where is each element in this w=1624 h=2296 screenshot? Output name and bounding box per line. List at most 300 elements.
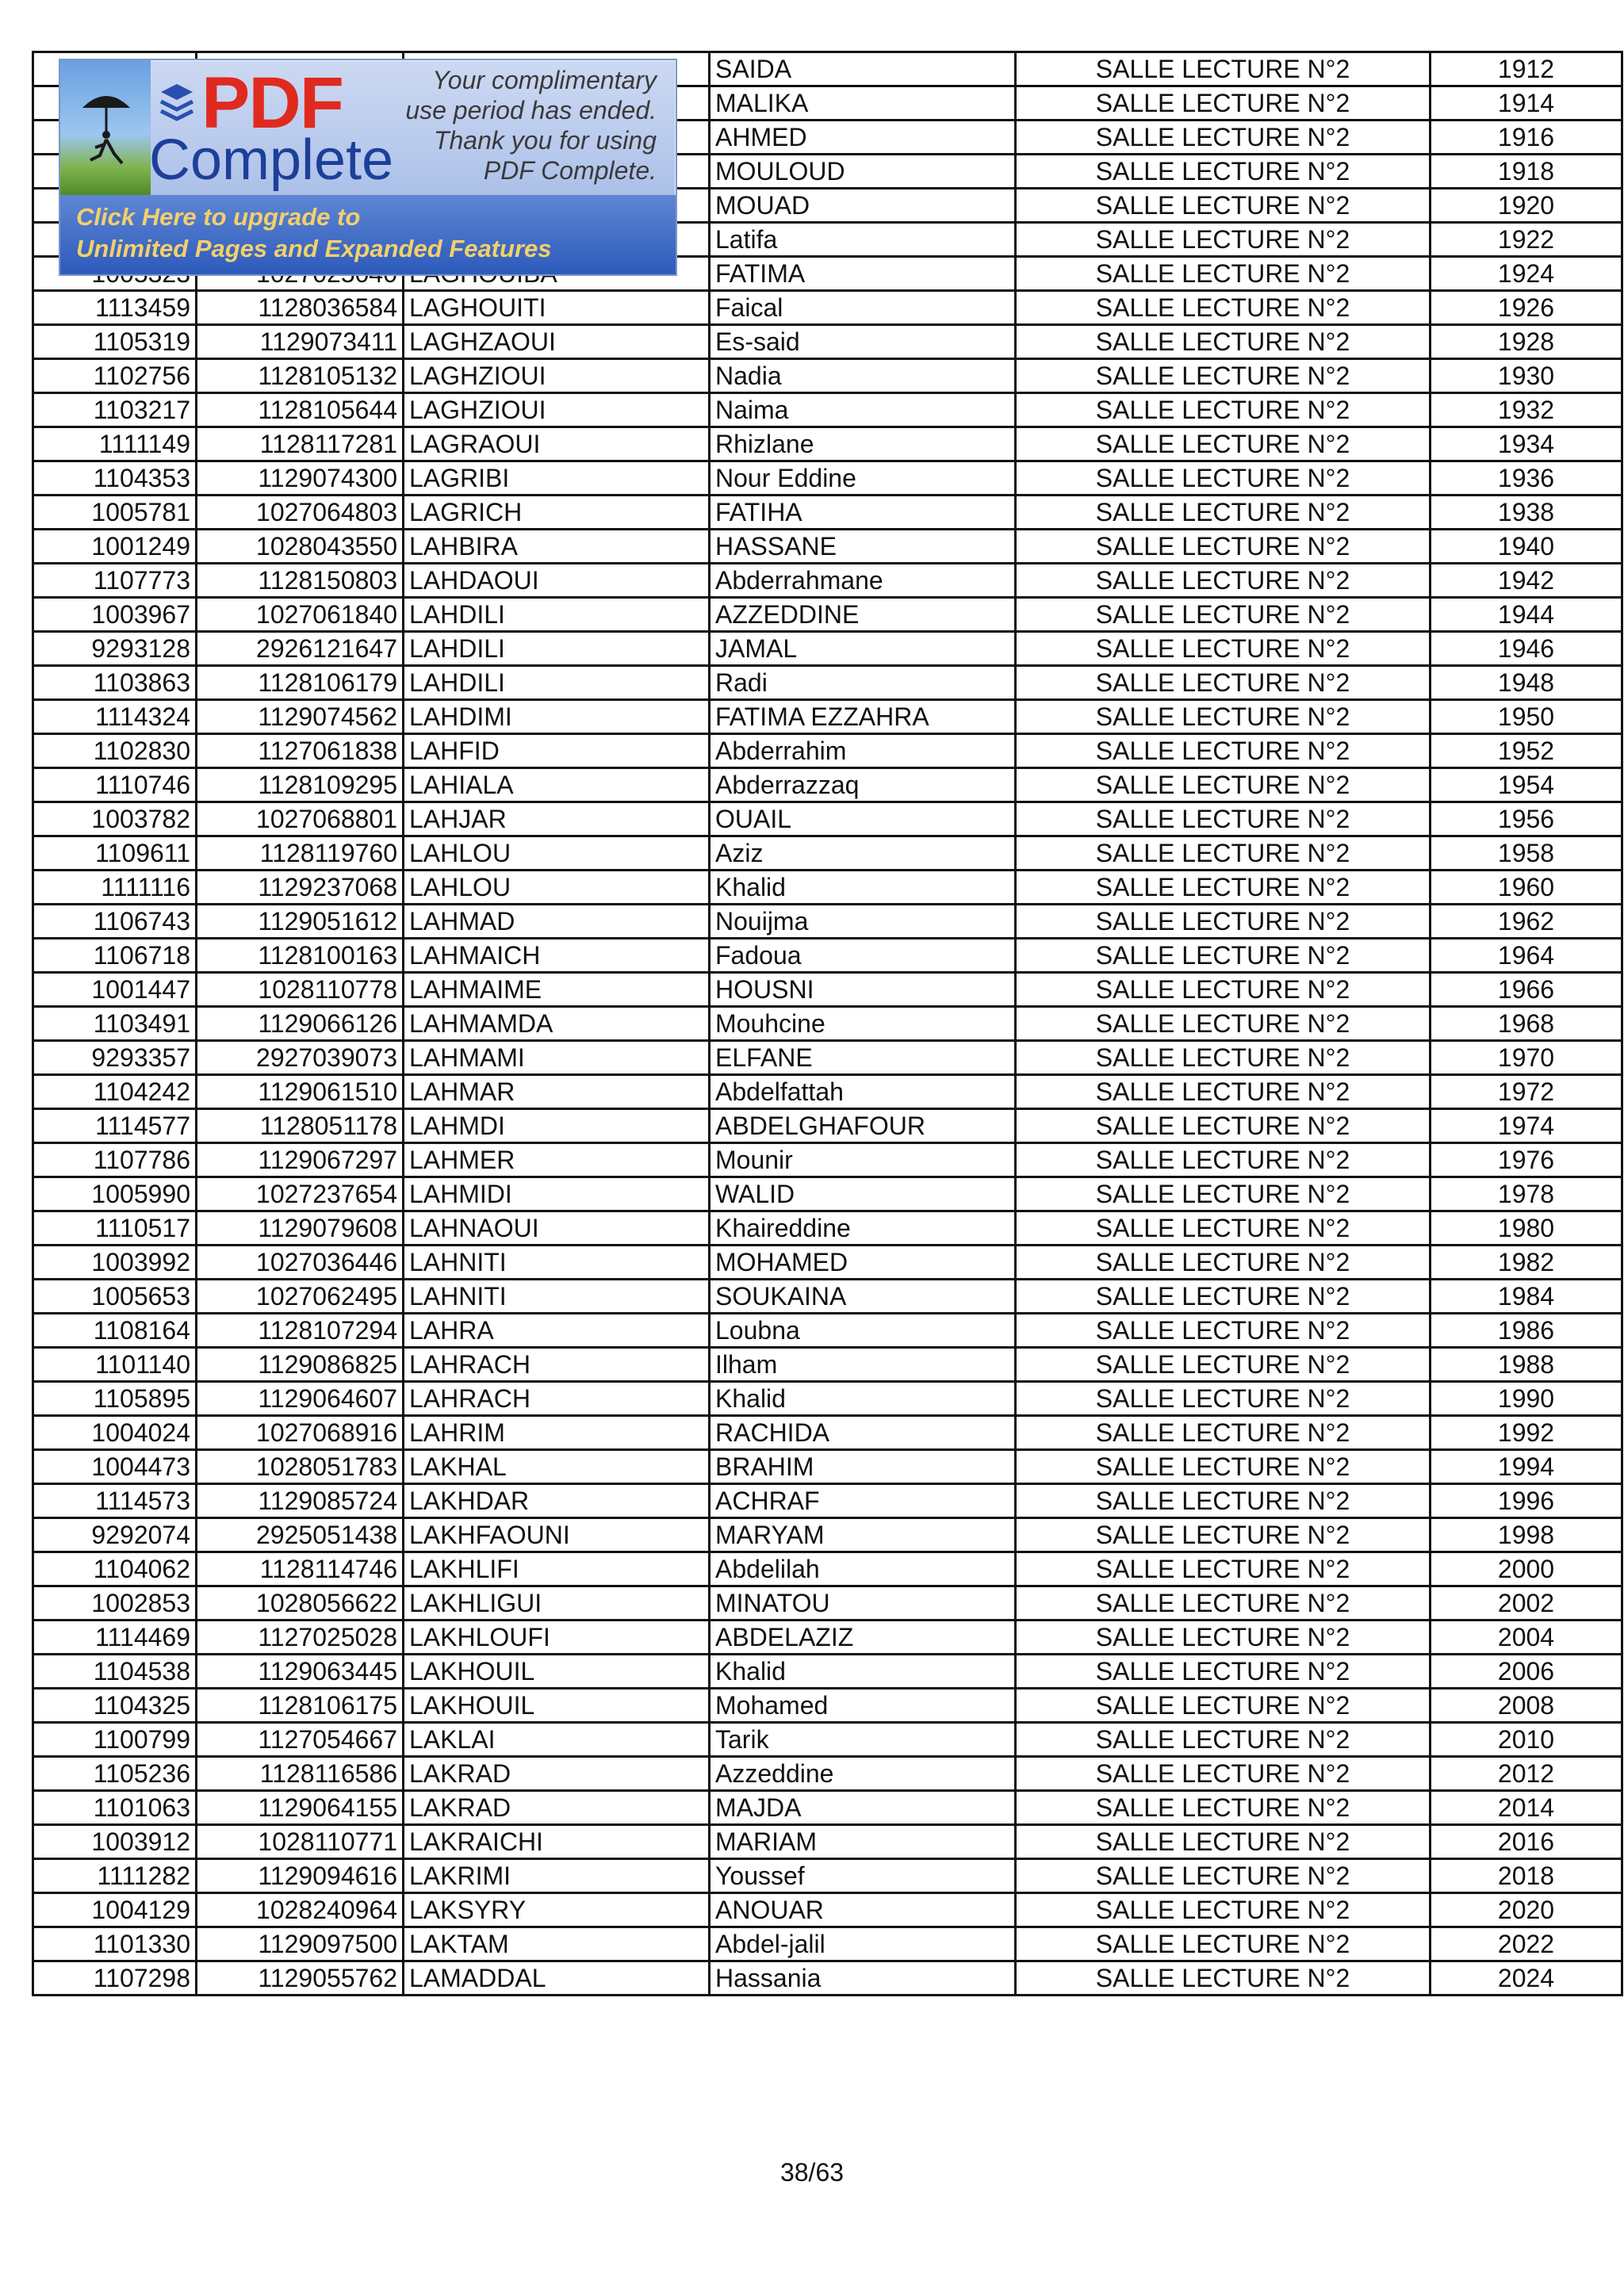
seat-number-cell: 1982 [1431,1246,1622,1280]
candidate-id-cell: 1101330 [33,1927,197,1961]
room-cell: SALLE LECTURE N°2 [1016,632,1431,666]
seat-number-cell: 1916 [1431,121,1622,155]
first-name-cell: FATIMA EZZAHRA [710,700,1016,734]
room-cell: SALLE LECTURE N°2 [1016,291,1431,325]
candidate-code-cell: 1129079608 [197,1211,404,1246]
seat-number-cell: 1942 [1431,564,1622,598]
room-cell: SALLE LECTURE N°2 [1016,1586,1431,1621]
last-name-cell: LAGRAOUI [404,427,710,461]
first-name-cell: ACHRAF [710,1484,1016,1518]
seat-number-cell: 2006 [1431,1655,1622,1689]
table-row [33,939,1622,973]
last-name-cell: LAMADDAL [404,1961,710,1996]
first-name-cell: HASSANE [710,530,1016,564]
seat-number-cell: 1954 [1431,768,1622,802]
room-cell: SALLE LECTURE N°2 [1016,700,1431,734]
last-name-cell: LAHNAOUI [404,1211,710,1246]
last-name-cell: LAHMAR [404,1075,710,1109]
first-name-cell: ABDELGHAFOUR [710,1109,1016,1143]
candidate-id-cell: 1106718 [33,939,197,973]
layers-icon [157,81,197,128]
seat-number-cell: 1994 [1431,1450,1622,1484]
candidate-code-cell: 1028240964 [197,1893,404,1927]
table-row [33,1382,1622,1416]
first-name-cell: Aziz [710,836,1016,871]
first-name-cell: Khalid [710,1382,1016,1416]
room-cell: SALLE LECTURE N°2 [1016,1143,1431,1177]
first-name-cell: Khalid [710,871,1016,905]
candidate-id-cell: 1104062 [33,1552,197,1586]
last-name-cell: LAHDILI [404,598,710,632]
room-cell: SALLE LECTURE N°2 [1016,1246,1431,1280]
candidate-code-cell: 1129097500 [197,1927,404,1961]
table-row [33,1723,1622,1757]
last-name-cell: LAHRACH [404,1382,710,1416]
candidate-code-cell: 1028043550 [197,530,404,564]
room-cell: SALLE LECTURE N°2 [1016,939,1431,973]
candidate-code-cell: 1128105132 [197,359,404,393]
room-cell: SALLE LECTURE N°2 [1016,871,1431,905]
candidate-id-cell: 9292074 [33,1518,197,1552]
table-row [33,1109,1622,1143]
candidate-id-cell: 1102830 [33,734,197,768]
table-row [33,427,1622,461]
room-cell: SALLE LECTURE N°2 [1016,1177,1431,1211]
candidate-code-cell: 1128114746 [197,1552,404,1586]
first-name-cell: MOUAD [710,189,1016,223]
candidate-code-cell: 1128117281 [197,427,404,461]
candidate-id-cell: 1005781 [33,496,197,530]
table-row [33,1246,1622,1280]
room-cell: SALLE LECTURE N°2 [1016,257,1431,291]
table-row [33,734,1622,768]
candidate-id-cell: 1110746 [33,768,197,802]
candidate-code-cell: 1129074562 [197,700,404,734]
table-row [33,905,1622,939]
candidate-id-cell: 1113459 [33,291,197,325]
candidate-code-cell: 1028056622 [197,1586,404,1621]
first-name-cell: Abderrahim [710,734,1016,768]
banner-message-line: Thank you for using [433,126,657,155]
room-cell: SALLE LECTURE N°2 [1016,768,1431,802]
seat-number-cell: 1956 [1431,802,1622,836]
candidate-code-cell: 2926121647 [197,632,404,666]
roster-body [33,52,1622,1996]
room-cell: SALLE LECTURE N°2 [1016,1757,1431,1791]
first-name-cell: Radi [710,666,1016,700]
first-name-cell: MINATOU [710,1586,1016,1621]
seat-number-cell: 1922 [1431,223,1622,257]
last-name-cell: LAHNITI [404,1246,710,1280]
last-name-cell: LAGHOUITI [404,291,710,325]
first-name-cell: Nadia [710,359,1016,393]
room-cell: SALLE LECTURE N°2 [1016,666,1431,700]
seat-number-cell: 1948 [1431,666,1622,700]
candidate-code-cell: 1129085724 [197,1484,404,1518]
seat-number-cell: 1940 [1431,530,1622,564]
first-name-cell: Nour Eddine [710,461,1016,496]
last-name-cell: LAHMIDI [404,1177,710,1211]
candidate-id-cell: 1101063 [33,1791,197,1825]
last-name-cell: LAHMER [404,1143,710,1177]
seat-number-cell: 1952 [1431,734,1622,768]
candidate-code-cell: 1128106175 [197,1689,404,1723]
room-cell: SALLE LECTURE N°2 [1016,427,1431,461]
last-name-cell: LAHRACH [404,1348,710,1382]
first-name-cell: MOHAMED [710,1246,1016,1280]
candidate-id-cell: 1103491 [33,1007,197,1041]
candidate-id-cell: 1005653 [33,1280,197,1314]
first-name-cell: FATIHA [710,496,1016,530]
candidate-code-cell: 1129055762 [197,1961,404,1996]
last-name-cell: LAHLOU [404,871,710,905]
last-name-cell: LAGRIBI [404,461,710,496]
candidate-id-cell: 1114577 [33,1109,197,1143]
first-name-cell: RACHIDA [710,1416,1016,1450]
pdf-complete-logo [149,63,419,193]
first-name-cell: MAJDA [710,1791,1016,1825]
last-name-cell: LAHDILI [404,666,710,700]
table-row [33,1552,1622,1586]
candidate-id-cell: 1100799 [33,1723,197,1757]
table-row [33,1348,1622,1382]
room-cell: SALLE LECTURE N°2 [1016,1552,1431,1586]
candidate-code-cell: 1127054667 [197,1723,404,1757]
last-name-cell: LAHFID [404,734,710,768]
seat-number-cell: 1958 [1431,836,1622,871]
candidate-id-cell: 1002853 [33,1586,197,1621]
seat-number-cell: 1944 [1431,598,1622,632]
room-cell: SALLE LECTURE N°2 [1016,1348,1431,1382]
room-cell: SALLE LECTURE N°2 [1016,836,1431,871]
first-name-cell: Es-said [710,325,1016,359]
last-name-cell: LAKHFAOUNI [404,1518,710,1552]
first-name-cell: MARIAM [710,1825,1016,1859]
candidate-id-cell: 1004024 [33,1416,197,1450]
table-row [33,1450,1622,1484]
candidate-code-cell: 1128105644 [197,393,404,427]
table-row [33,564,1622,598]
seat-number-cell: 1928 [1431,325,1622,359]
room-cell: SALLE LECTURE N°2 [1016,734,1431,768]
room-cell: SALLE LECTURE N°2 [1016,1655,1431,1689]
seat-number-cell: 1992 [1431,1416,1622,1450]
table-row [33,973,1622,1007]
candidate-code-cell: 1128100163 [197,939,404,973]
first-name-cell: Khaireddine [710,1211,1016,1246]
first-name-cell: ABDELAZIZ [710,1621,1016,1655]
table-row [33,871,1622,905]
candidate-id-cell: 1003967 [33,598,197,632]
seat-number-cell: 1976 [1431,1143,1622,1177]
candidate-id-cell: 1107298 [33,1961,197,1996]
seat-number-cell: 1926 [1431,291,1622,325]
candidate-id-cell: 1111149 [33,427,197,461]
last-name-cell: LAHJAR [404,802,710,836]
first-name-cell: Hassania [710,1961,1016,1996]
seat-number-cell: 2008 [1431,1689,1622,1723]
seat-number-cell: 2018 [1431,1859,1622,1893]
table-row [33,768,1622,802]
candidate-code-cell: 1129061510 [197,1075,404,1109]
seat-number-cell: 2004 [1431,1621,1622,1655]
seat-number-cell: 1938 [1431,496,1622,530]
banner-message-line: Your complimentary [432,66,657,94]
first-name-cell: Naima [710,393,1016,427]
candidate-code-cell: 1028110778 [197,973,404,1007]
candidate-code-cell: 1027068801 [197,802,404,836]
room-cell: SALLE LECTURE N°2 [1016,461,1431,496]
first-name-cell: MALIKA [710,86,1016,121]
table-row [33,461,1622,496]
upgrade-line-1[interactable]: Click Here to upgrade to [76,203,361,231]
room-cell: SALLE LECTURE N°2 [1016,905,1431,939]
candidate-id-cell: 1101140 [33,1348,197,1382]
last-name-cell: LAHIALA [404,768,710,802]
table-row [33,1177,1622,1211]
pdf-complete-banner[interactable] [59,59,677,276]
seat-number-cell: 1936 [1431,461,1622,496]
seat-number-cell: 2016 [1431,1825,1622,1859]
table-row [33,1143,1622,1177]
room-cell: SALLE LECTURE N°2 [1016,1211,1431,1246]
first-name-cell: OUAIL [710,802,1016,836]
first-name-cell: Khalid [710,1655,1016,1689]
table-row [33,1825,1622,1859]
room-cell: SALLE LECTURE N°2 [1016,1859,1431,1893]
last-name-cell: LAHMAIME [404,973,710,1007]
last-name-cell: LAKTAM [404,1927,710,1961]
first-name-cell: Abderrahmane [710,564,1016,598]
table-row [33,1518,1622,1552]
upgrade-link[interactable] [60,195,676,274]
first-name-cell: MOULOUD [710,155,1016,189]
room-cell: SALLE LECTURE N°2 [1016,1314,1431,1348]
room-cell: SALLE LECTURE N°2 [1016,1450,1431,1484]
candidate-code-cell: 1027036446 [197,1246,404,1280]
room-cell: SALLE LECTURE N°2 [1016,1041,1431,1075]
last-name-cell: LAGRICH [404,496,710,530]
seat-number-cell: 1912 [1431,52,1622,86]
first-name-cell: Abdelilah [710,1552,1016,1586]
candidate-code-cell: 2927039073 [197,1041,404,1075]
candidate-id-cell: 1106743 [33,905,197,939]
last-name-cell: LAGHZIOUI [404,393,710,427]
candidate-code-cell: 1028110771 [197,1825,404,1859]
candidate-id-cell: 1102756 [33,359,197,393]
candidate-id-cell: 1001447 [33,973,197,1007]
logo-complete-text: Complete [149,128,394,192]
first-name-cell: Rhizlane [710,427,1016,461]
table-row [33,1586,1622,1621]
candidate-id-cell: 1003992 [33,1246,197,1280]
table-row [33,530,1622,564]
candidate-code-cell: 1129064607 [197,1382,404,1416]
candidate-id-cell: 1004473 [33,1450,197,1484]
last-name-cell: LAKRIMI [404,1859,710,1893]
seat-number-cell: 1920 [1431,189,1622,223]
table-row [33,1961,1622,1996]
banner-photo [60,60,151,195]
seat-number-cell: 1924 [1431,257,1622,291]
room-cell: SALLE LECTURE N°2 [1016,1927,1431,1961]
seat-number-cell: 1914 [1431,86,1622,121]
last-name-cell: LAHDIMI [404,700,710,734]
table-row [33,1689,1622,1723]
room-cell: SALLE LECTURE N°2 [1016,598,1431,632]
room-cell: SALLE LECTURE N°2 [1016,802,1431,836]
first-name-cell: Mouhcine [710,1007,1016,1041]
roster-table [32,51,1623,1996]
last-name-cell: LAKLAI [404,1723,710,1757]
seat-number-cell: 1946 [1431,632,1622,666]
candidate-code-cell: 1129094616 [197,1859,404,1893]
first-name-cell: Mounir [710,1143,1016,1177]
last-name-cell: LAHNITI [404,1280,710,1314]
last-name-cell: LAGHZAOUI [404,325,710,359]
upgrade-line-2[interactable]: Unlimited Pages and Expanded Features [76,235,552,262]
first-name-cell: MARYAM [710,1518,1016,1552]
candidate-id-cell: 1111116 [33,871,197,905]
room-cell: SALLE LECTURE N°2 [1016,1791,1431,1825]
candidate-id-cell: 1004129 [33,1893,197,1927]
candidate-id-cell: 1103217 [33,393,197,427]
seat-number-cell: 1960 [1431,871,1622,905]
room-cell: SALLE LECTURE N°2 [1016,496,1431,530]
table-row [33,802,1622,836]
first-name-cell: AHMED [710,121,1016,155]
table-row [33,836,1622,871]
candidate-id-cell: 1104242 [33,1075,197,1109]
seat-number-cell: 2022 [1431,1927,1622,1961]
first-name-cell: Nouijma [710,905,1016,939]
first-name-cell: Youssef [710,1859,1016,1893]
candidate-code-cell: 1128116586 [197,1757,404,1791]
candidate-id-cell: 1107773 [33,564,197,598]
first-name-cell: AZZEDDINE [710,598,1016,632]
banner-message-line: use period has ended. [405,96,657,124]
table-row [33,1927,1622,1961]
candidate-code-cell: 1027068916 [197,1416,404,1450]
first-name-cell: Ilham [710,1348,1016,1382]
seat-number-cell: 1932 [1431,393,1622,427]
room-cell: SALLE LECTURE N°2 [1016,1961,1431,1996]
candidate-code-cell: 1129237068 [197,871,404,905]
seat-number-cell: 1984 [1431,1280,1622,1314]
seat-number-cell: 1970 [1431,1041,1622,1075]
last-name-cell: LAKRAICHI [404,1825,710,1859]
first-name-cell: Latifa [710,223,1016,257]
room-cell: SALLE LECTURE N°2 [1016,1109,1431,1143]
last-name-cell: LAHMAICH [404,939,710,973]
seat-number-cell: 1978 [1431,1177,1622,1211]
last-name-cell: LAKHLIGUI [404,1586,710,1621]
first-name-cell: Fadoua [710,939,1016,973]
seat-number-cell: 1996 [1431,1484,1622,1518]
seat-number-cell: 1934 [1431,427,1622,461]
candidate-code-cell: 1027062495 [197,1280,404,1314]
seat-number-cell: 1988 [1431,1348,1622,1382]
candidate-code-cell: 1129051612 [197,905,404,939]
candidate-code-cell: 1129074300 [197,461,404,496]
table-row [33,1075,1622,1109]
table-row [33,1791,1622,1825]
last-name-cell: LAKHLIFI [404,1552,710,1586]
candidate-code-cell: 1027237654 [197,1177,404,1211]
last-name-cell: LAHMAMI [404,1041,710,1075]
candidate-code-cell: 1128106179 [197,666,404,700]
seat-number-cell: 1918 [1431,155,1622,189]
room-cell: SALLE LECTURE N°2 [1016,973,1431,1007]
last-name-cell: LAKHAL [404,1450,710,1484]
seat-number-cell: 1972 [1431,1075,1622,1109]
room-cell: SALLE LECTURE N°2 [1016,1075,1431,1109]
table-row [33,359,1622,393]
candidate-id-cell: 1109611 [33,836,197,871]
seat-number-cell: 1998 [1431,1518,1622,1552]
seat-number-cell: 2020 [1431,1893,1622,1927]
banner-message [403,65,657,186]
candidate-id-cell: 1114324 [33,700,197,734]
seat-number-cell: 1968 [1431,1007,1622,1041]
table-row [33,1211,1622,1246]
candidate-code-cell: 1128109295 [197,768,404,802]
candidate-id-cell: 1005990 [33,1177,197,1211]
first-name-cell: Azzeddine [710,1757,1016,1791]
last-name-cell: LAHBIRA [404,530,710,564]
seat-number-cell: 1962 [1431,905,1622,939]
first-name-cell: ELFANE [710,1041,1016,1075]
last-name-cell: LAHMAMDA [404,1007,710,1041]
first-name-cell: JAMAL [710,632,1016,666]
last-name-cell: LAHRIM [404,1416,710,1450]
room-cell: SALLE LECTURE N°2 [1016,223,1431,257]
table-row [33,700,1622,734]
logo-pdf-text: PDF [201,63,343,144]
candidate-id-cell: 1104538 [33,1655,197,1689]
seat-number-cell: 1980 [1431,1211,1622,1246]
seat-number-cell: 1950 [1431,700,1622,734]
last-name-cell: LAKHDAR [404,1484,710,1518]
seat-number-cell: 2012 [1431,1757,1622,1791]
last-name-cell: LAKHOUIL [404,1689,710,1723]
candidate-code-cell: 1129067297 [197,1143,404,1177]
last-name-cell: LAKSYRY [404,1893,710,1927]
table-row [33,1893,1622,1927]
banner-message-line: PDF Complete. [483,156,657,185]
table-row [33,496,1622,530]
candidate-code-cell: 1128150803 [197,564,404,598]
table-row [33,1621,1622,1655]
seat-number-cell: 1986 [1431,1314,1622,1348]
candidate-code-cell: 1027064803 [197,496,404,530]
candidate-id-cell: 1003912 [33,1825,197,1859]
candidate-id-cell: 1104325 [33,1689,197,1723]
candidate-id-cell: 1114469 [33,1621,197,1655]
first-name-cell: Mohamed [710,1689,1016,1723]
table-row [33,1757,1622,1791]
room-cell: SALLE LECTURE N°2 [1016,155,1431,189]
last-name-cell: LAKRAD [404,1757,710,1791]
room-cell: SALLE LECTURE N°2 [1016,1416,1431,1450]
candidate-id-cell: 1108164 [33,1314,197,1348]
candidate-code-cell: 2925051438 [197,1518,404,1552]
candidate-code-cell: 1028051783 [197,1450,404,1484]
first-name-cell: HOUSNI [710,973,1016,1007]
roster-sheet [32,51,1555,1996]
table-row [33,1280,1622,1314]
candidate-code-cell: 1127025028 [197,1621,404,1655]
